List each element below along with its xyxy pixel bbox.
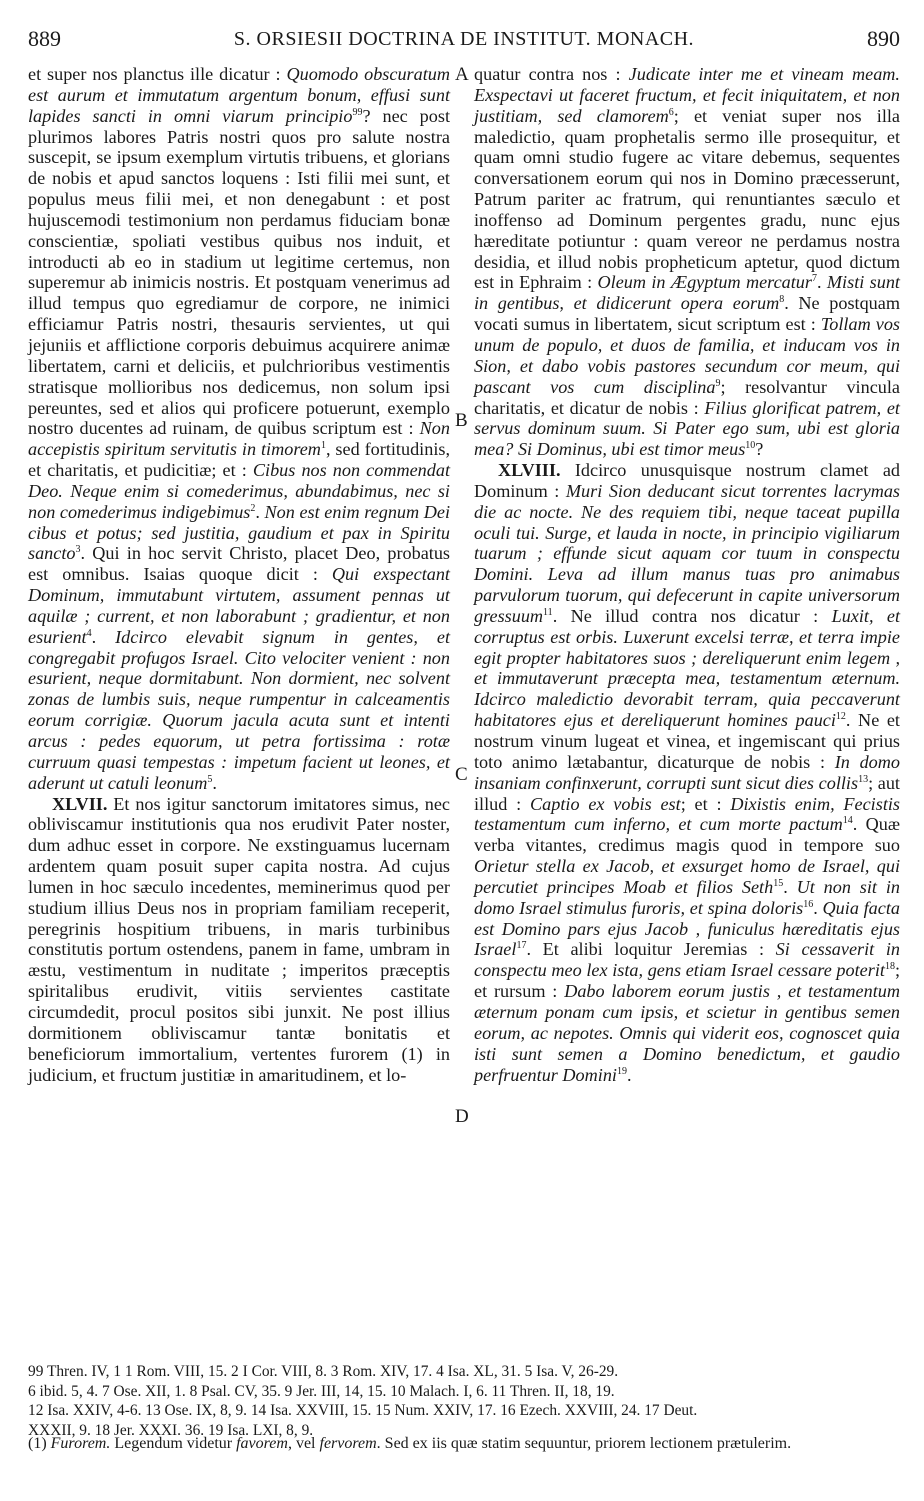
- footnote-line: 6 ibid. 5, 4. 7 Ose. XII, 1. 8 Psal. CV, 35. 9 Jer. III, 14, 15. 10 Malach. I, 6. 11 Thren. II, 18, 19.: [28, 1382, 615, 1400]
- page-number-right: 890: [867, 26, 900, 51]
- margin-letter-b: B: [455, 410, 468, 431]
- paragraph-xlvii: XLVII. Et nos igitur sanctorum imitatores simus, nec obliviscamur institutionis qua nos erudivit Pater noster, dum adhuc esset in corpore. Ne exstinguamus lucernam ardentem quam posuit super capita nostra. Ad cujus lumen in hoc sæculo incedentes, meminerimus quod per studium illius Deus nos in propriam familiam receperit, peregrinis hospitium tribuens, in maris turbinibus constitutis portum ostendens, panem in fame, umbram in æstu, vestimentum in nuditate ; imperitos præceptis spiritalibus erudivit, vitiis servientes castitate circumdedit, procul positos sibi junxit. Ne post illius dormitionem obliviscamur tantæ bonitatis et beneficiorum immortalium, vertentes furorem (1) in judicium, et fructum justitiæ in amaritudinem, et lo-: [28, 793, 450, 1085]
- margin-letter-d: D: [455, 1106, 469, 1127]
- paragraph: quatur contra nos : Judicate inter me et vineam meam. Exspectavi ut faceret fructum, et fecit iniquitatem, et non justitiam, sed clamorem$^6$; et veniat super nos illa maledictio, quam prophetalis sermo ille prosequitur, et quam omni studio fugere ac vitare debemus, sequentes conversationem eorum qui nos in Domino præcesserunt, Patrum pariter ac fratrum, qui renuntiantes sæculo et inoffenso ad Dominum pergentes gradu, nunc ejus hæreditate potiuntur : quam vereor ne perdamus nostra desidia, et illud nobis propheticum aptetur, quod dictum est in Ephraim : Oleum in Ægyptum mercatur$^7$. Misti sunt in gentibus, et didicerunt opera eorum$^8$. Ne postquam vocati sumus in libertatem, sicut scriptum est : Tollam vos unum de populo, et duos de familia, et inducam vos in Sion, et dabo vobis pastores secundum cor meum, qui pascant vos cum disciplina$^9$; resolvantur vincula charitatis, et dicatur de nobis : Filius glorificat patrem, et servus dominum suum. Si Pater ego sum, ubi est gloria mea? Si Dominus, ubi est timor meus$^{10}$?: [474, 64, 900, 460]
- footnotes: [28, 1362, 900, 1440]
- footnote-line: 99 Thren. IV, 1 1 Rom. VIII, 15. 2 I Cor. VIII, 8. 3 Rom. XIV, 17. 4 Isa. XL, 31. 5 Isa. V, 26-29.: [28, 1363, 619, 1380]
- margin-letter-c: C: [455, 764, 468, 785]
- page-number-left: 889: [28, 26, 61, 51]
- running-title: S. ORSIESII DOCTRINA DE INSTITUT. MONACH.: [233, 28, 695, 50]
- right-column: [474, 64, 900, 1085]
- page-header: [28, 26, 900, 56]
- left-column: [28, 64, 450, 1085]
- footnote-line: 12 Isa. XXIV, 4-6. 13 Ose. IX, 8, 9. 14 Isa. XXVIII, 15. 15 Num. XXIV, 17. 16 Ezech. XXVIII, 24. 17 Deut.: [28, 1402, 698, 1419]
- paragraph: et super nos planctus ille dicatur : Quomodo obscuratum est aurum et immutatum argentum bonum, effusi sunt lapides sancti in omni viarum principio$^{99}$? nec post plurimos labores Patris nostri quos pro salute nostra suscepit, se ipsum exemplum virtutis tribuens, et glorians de nobis et apud sanctos loquens : Isti filii mei sunt, et populus meus filii mei, et non denegabunt : et post hujuscemodi testimonium non perdamus fiduciam bonæ conscientiæ, spoliati vestibus quibus nos induit, et introducti ab eo in stadium ut legitime certemus, non superemur ab inimicis nostris. Et postquam venerimus ad illud tempus quo egrediamur de corpore, ne inimici efficiamur Patris nostri, thesauris servientes, ut qui jejuniis et afflictione corporis debuimus acquirere animæ libertatem, carni et deliciis, et pulchrioribus vestimentis stratisque mollioribus nos dedicemus, non solum ipsi pereuntes, sed et alios qui proficere potuerunt, exemplo nostro ducentes ad ruinam, de quibus scriptum est : Non accepistis spiritum servitutis in timorem$^1$, sed fortitudinis, et charitatis, et pudicitiæ; et : Cibus nos non commendat Deo. Neque enim si comederimus, abundabimus, nec si non comederimus indigebimus$^2$. Non est enim regnum Dei cibus et potus; sed justitia, gaudium et pax in Spiritu sancto$^3$. Qui in hoc servit Christo, placet Deo, probatus est omnibus. Isaias quoque dicit : Qui exspectant Dominum, immutabunt virtutem, assument pennas ut aquilæ ; current, et non laborabunt ; gradientur, et non esurient$^4$. Idcirco elevabit signum in gentes, et congregabit profugos Israel. Cito velociter venient : non esurient, neque dormitabunt. Non dormient, nec solvent zonas de lumbis suis, neque rumpentur in calceamentis eorum corrigiæ. Quorum jacula acuta sunt et intenti arcus : pedes equorum, ut petra fortissima : rotæ curruum quasi tempestas : impetum facient ut leones, et aderunt ut catuli leonum$^5$.: [28, 64, 451, 793]
- section-number: XLVIII.: [498, 460, 561, 481]
- footnote-line: XXXII, 9. 18 Jer. XXXI. 36. 19 Isa. LXI, 8, 9.: [28, 1421, 314, 1439]
- margin-letter-a: A: [455, 64, 469, 85]
- paragraph-xlviii: XLVIII. Idcirco unusquisque nostrum clamet ad Dominum : Muri Sion deducant sicut torrentes lacrymas die ac nocte. Ne des requiem tibi, neque taceat pupilla oculi tui. Surge, et lauda in nocte, in principio vigiliarum tuarum ; effunde sicut aquam cor tuum in conspectu Domini. Leva ad illum manus tuas pro animabus parvulorum tuorum, qui defecerunt in capite universorum gressuum$^{11}$. Ne illud contra nos dicatur : Luxit, et corruptus est orbis. Luxerunt excelsi terræ, et terra impie egit propter habitatores suos ; dereliquerunt enim legem , et immutaverunt præcepta mea, testamentum æternum. Idcirco maledictio devorabit terram, quia peccaverunt habitatores ejus et dereliquerunt homines pauci$^{12}$. Ne et nostrum vinum lugeat et vinea, et ingemiscant qui prius toto animo lætabantur, dicaturque de nobis : In domo insaniam confinxerunt, corrupti sunt sicut dies collis$^{13}$; aut illud : Captio ex vobis est; et : Dixistis enim, Fecistis testamentum cum inferno, et cum morte pactum$^{14}$. Quæ verba vitantes, credimus magis quod in tempore suo Orietur stella ex Jacob, et exsurget homo de Israel, qui percutiet principes Moab et filios Seth$^{15}$. Ut non sit in domo Israel stimulus furoris, et spina doloris$^{16}$. Quia facta est Domino pars ejus Jacob , funiculus hæreditatis ejus Israel$^{17}$. Et alibi loquitur Jeremias : Si cessaverit in conspectu meo lex ista, gens etiam Israel cessare poterit$^{18}$; et rursum : Dabo laborem eorum justis , et testamentum æternum ponam cum ipsis, et scietur in gentibus semen eorum, ac nepotes. Omnis qui viderit eos, cognoscet quia isti sunt semen a Domino benedictum, et gaudio perfruentur Domini$^{19}$.: [474, 460, 901, 1085]
- editor-note: (1) Furorem. Legendum videtur favorem, vel fervorem. Sed ex iis quæ statim sequuntur, priorem lectionem prætulerim.: [28, 1435, 792, 1452]
- section-number: XLVII.: [52, 793, 108, 814]
